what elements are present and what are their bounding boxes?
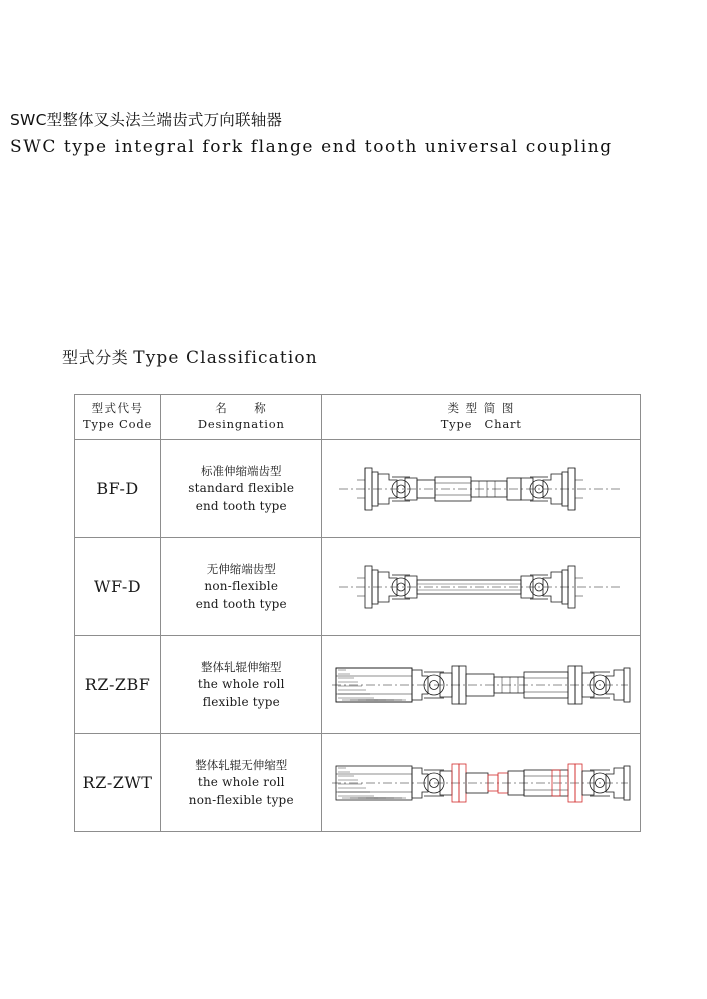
cell-type-code: RZ-ZBF: [75, 636, 161, 734]
cell-type-code: BF-D: [75, 440, 161, 538]
header-type-code: [75, 395, 161, 440]
page-title-cn: SWC型整体叉头法兰端齿式万向联轴器: [10, 111, 283, 129]
header-designation-en: Desingnation: [197, 417, 285, 432]
header-type-chart: [322, 395, 641, 440]
coupling-diagram-rz-zbf: [322, 636, 641, 734]
coupling-diagram-bf-d: [322, 440, 641, 538]
header-designation: [161, 395, 322, 440]
header-type-code-en: Type Code: [83, 417, 153, 432]
table-header-row: [75, 395, 641, 440]
header-designation-cn: 名 称: [215, 400, 268, 415]
coupling-diagram-rz-zwt: [322, 734, 641, 832]
cell-type-code: WF-D: [75, 538, 161, 636]
section-heading-en: Type Classification: [133, 348, 318, 368]
header-type-chart-cn: 类 型 简 图: [447, 400, 515, 415]
header-type-code-cn: 型式代号: [91, 400, 144, 415]
type-classification-table: [74, 394, 641, 832]
cell-designation: 无伸缩端齿型 non-flexible end tooth type: [161, 538, 322, 636]
cell-type-code: RZ-ZWT: [75, 734, 161, 832]
table-row: [75, 538, 641, 636]
coupling-diagram-wf-d: [322, 538, 641, 636]
section-heading: [62, 345, 318, 368]
section-heading-cn: 型式分类: [62, 348, 129, 367]
table-row: [75, 734, 641, 832]
table-row: [75, 440, 641, 538]
cell-designation: 整体轧辊无伸缩型 the whole roll non-flexible type: [161, 734, 322, 832]
header-type-chart-en: Type Chart: [440, 417, 522, 432]
cell-designation: 标准伸缩端齿型 standard flexible end tooth type: [161, 440, 322, 538]
cell-designation: 整体轧辊伸缩型 the whole roll flexible type: [161, 636, 322, 734]
table-row: [75, 636, 641, 734]
page-title: [10, 108, 690, 157]
page-title-en: SWC type integral fork flange end tooth universal coupling: [10, 137, 613, 157]
